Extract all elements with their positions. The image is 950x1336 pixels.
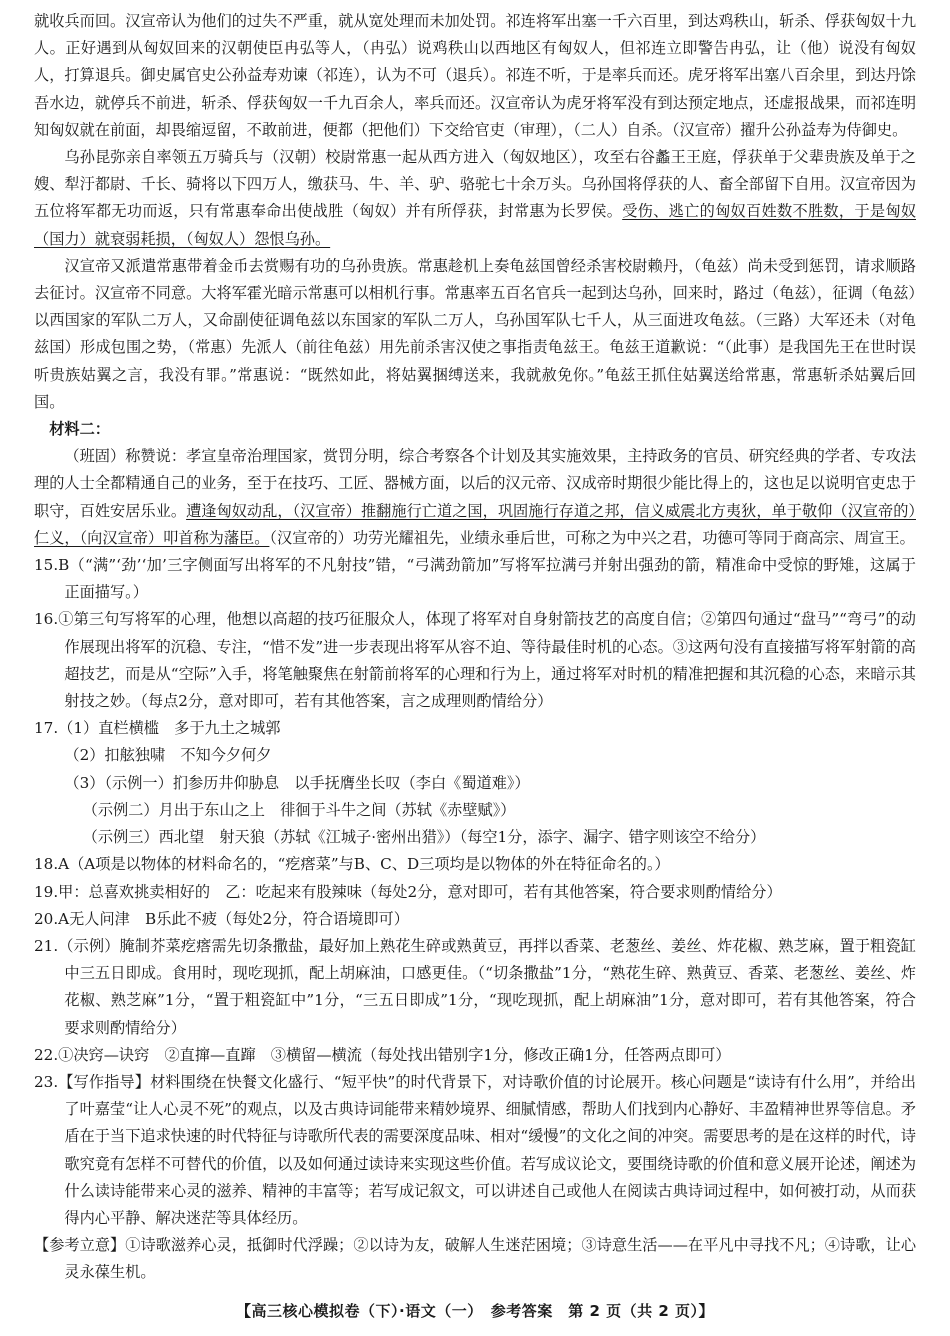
answer-22: 22.①决窍—诀窍 ②直撺—直蹿 ③横留—横流（每处找出错别字1分，修改正确1分，任答两点即可） [34, 1045, 731, 1064]
page-footer: 【高三核心模拟卷（下）·语文（一） 参考答案 第 2 页（共 2 页）】 [236, 1302, 714, 1320]
answer-17-1: 17.（1）直栏横槛 多于九土之城郭 [34, 719, 281, 738]
answer-17-3-example-2: （示例二）月出于东山之上 徘徊于斗牛之间（苏轼《赤壁赋》） [82, 800, 516, 819]
answer-17-3-example-3: （示例三）西北望 射天狼（苏轼《江城子·密州出猎》）（每空1分，添字、漏字、错字则该空不给分） [82, 828, 766, 847]
answer-23-reference-ideas: 【参考立意】①诗歌滋养心灵，抵御时代浮躁；②以诗为友，破解人生迷茫困境；③诗意生活——在平凡中寻找不凡；④诗歌，让心灵永葆生机。 [34, 1236, 916, 1282]
material1-paragraph-2 [34, 144, 916, 253]
material1-paragraph-1: 就收兵而回。汉宣帝认为他们的过失不严重，就从宽处理而未加处罚。祁连将军出塞一千六百里，到达鸡秩山，斩杀、俘获匈奴十九人。正好遇到从匈奴回来的汉朝使臣冉弘等人，（冉弘）说鸡秩山以西地区有匈奴人，但祁连立即警告冉弘，让（他）说没有匈奴人，打算退兵。御史属官史公孙益寿劝谏（祁连），认为不可（退兵）。祁连不听，于是率兵而还。虎牙将军出塞八百余里，到达丹馀吾水边，就停兵不前进，斩杀、俘获匈奴一千九百余人，率兵而还。汉宣帝认为虎牙将军没有到达预定地点，还虚报战果，而祁连明知匈奴就在前面，却畏缩逗留，不敢前进，便都（把他们）下交给官吏（审理），（二人）自杀。（汉宣帝）擢升公孙益寿为侍御史。 [34, 12, 916, 139]
material2-text-b: （汉宣帝的）功劳光耀祖先，业绩永垂后世，可称之为中兴之君，功德可等同于商高宗、周宣王。 [269, 528, 915, 547]
answer-23-writing-guide: 23.【写作指导】材料围绕在快餐文化盛行、“短平快”的时代背景下，对诗歌价值的讨论展开。核心问题是“读诗有什么用”，并给出了叶嘉莹“让人心灵不死”的观点，以及古典诗词能带来精妙境界、细腻情感，帮助人们找到内心静好、丰盈精神世界等信息。矛盾在于当下追求快速的时代特征与诗歌所代表的需要深度品味、相对“缓慢”的文化之间的冲突。需要思考的是在这样的时代，诗歌究竟有怎样不可替代的价值，以及如何通过读诗来实现这些价值。若写成议论文，要围绕诗歌的价值和意义展开论述，阐述为什么读诗能带来心灵的滋养、精神的丰富等；若写成记叙文，可以讲述自己或他人在阅读古典诗词过程中，如何被打动，从而获得内心平静、解决迷茫等具体经历。 [34, 1072, 916, 1227]
answer-18: 18.A（A项是以物体的材料命名的，“疙瘩菜”与B、C、D三项均是以物体的外在特征命名的。） [34, 855, 670, 874]
material2-paragraph [34, 443, 916, 552]
material1-underlined-sentence: 受伤、逃亡的匈奴百姓数不胜数，于是匈奴（国力）就衰弱耗损，（匈奴人）怨恨乌孙。 [34, 202, 917, 248]
answer-content [34, 8, 916, 1287]
answer-16: 16.①第三句写将军的心理，他想以高超的技巧征服众人，体现了将军对自身射箭技艺的高度自信；②第四句通过“盘马”“弯弓”的动作展现出将军的沉稳、专注，“惜不发”进一步表现出将军从容不迫、等待最佳时机的心态。③这两句没有直接描写将军射箭的高超技艺，而是从“空际”入手，将笔触聚焦在射箭前将军的心理和行为上，通过将军对时机的精准把握和其沉稳的心态，来暗示其射技之妙。（每点2分，意对即可，若有其他答案，言之成理则酌情给分） [34, 610, 916, 711]
material2-text-a: （班固）称赞说：孝宣皇帝治理国家，赏罚分明，综合考察各个计划及其实施效果，主持政务的官员、研究经典的学者、专攻法理的人士全都精通自己的业务，至于在技巧、工匠、器械方面，以后的汉元帝、汉成帝时期很少能比得上的，这也足以说明官吏忠于职守，百姓安居乐业。 [34, 447, 916, 520]
material2-heading: 材料二： [49, 420, 110, 439]
answer-15: 15.B（“满”‘劲’‘加’三字侧面写出将军的不凡射技”错，“弓满劲箭加”写将军拉满弓并射出强劲的箭，精准命中受惊的野雉，这属于正面描写。） [34, 556, 916, 602]
answer-17-2: （2）扣舷独啸 不知今夕何夕 [64, 746, 272, 765]
answer-19: 19.甲：总喜欢挑卖相好的 乙：吃起来有股辣味（每处2分，意对即可，若有其他答案，符合要求则酌情给分） [34, 882, 782, 901]
material2-underlined-sentence: 遭逢匈奴动乱，（汉宣帝）推翻施行亡道之国，巩固施行存道之邦，信义威震北方夷狄，单于敬仰（汉宣帝的）仁义，（向汉宣帝）叩首称为藩臣。 [34, 501, 916, 547]
answer-17-3-example-1: （3）（示例一）扪参历井仰胁息 以手抚膺坐长叹（李白《蜀道难》） [64, 773, 530, 792]
material1-paragraph-3: 汉宣帝又派遣常惠带着金币去赏赐有功的乌孙贵族。常惠趁机上奏龟兹国曾经杀害校尉赖丹，（龟兹）尚未受到惩罚，请求顺路去征讨。汉宣帝不同意。大将军霍光暗示常惠可以相机行事。常惠率五百名官兵一起到达乌孙，回来时，路过（龟兹），征调（龟兹）以西国家的军队二万人，又命副使征调龟兹以东国家的军队二万人，乌孙国军队七千人，从三面进攻龟兹。（三路）大军还未（对龟兹国）形成包围之势，（常惠）先派人（前往龟兹）用先前杀害汉使之事指责龟兹王。龟兹王道歉说：“（此事）是我国先王在世时误听贵族姑翼之言，我没有罪。”常惠说：“既然如此，将姑翼捆缚送来，我就赦免你。”龟兹王抓住姑翼送给常惠，常惠斩杀姑翼后回国。 [34, 256, 916, 411]
answer-20: 20.A无人问津 B乐此不疲（每处2分，符合语境即可） [34, 909, 409, 928]
material1-paragraph-2-text: 乌孙昆弥亲自率领五万骑兵与（汉朝）校尉常惠一起从西方进入（匈奴地区），攻至右谷蠡王王庭，俘获单于父辈贵族及单于之嫂、犁汙都尉、千长、骑将以下四万人，缴获马、牛、羊、驴、骆驼七十余万头。乌孙国将俘获的人、畜全部留下自用。汉宣帝因为五位将军都无功而返，只有常惠奉命出使战胜（匈奴）并有所俘获，封常惠为长罗侯。 [34, 148, 916, 221]
answer-21: 21.（示例）腌制芥菜疙瘩需先切条撒盐，最好加上熟花生碎或熟黄豆，再拌以香菜、老葱丝、姜丝、炸花椒、熟芝麻，置于粗瓷缸中三五日即成。食用时，现吃现抓，配上胡麻油，口感更佳。（“切条撒盐”1分，“熟花生碎、熟黄豆、香菜、老葱丝、姜丝、炸花椒、熟芝麻”1分，“置于粗瓷缸中”1分，“三五日即成”1分，“现吃现抓，配上胡麻油”1分，意对即可，若有其他答案，符合要求则酌情给分） [34, 936, 916, 1037]
